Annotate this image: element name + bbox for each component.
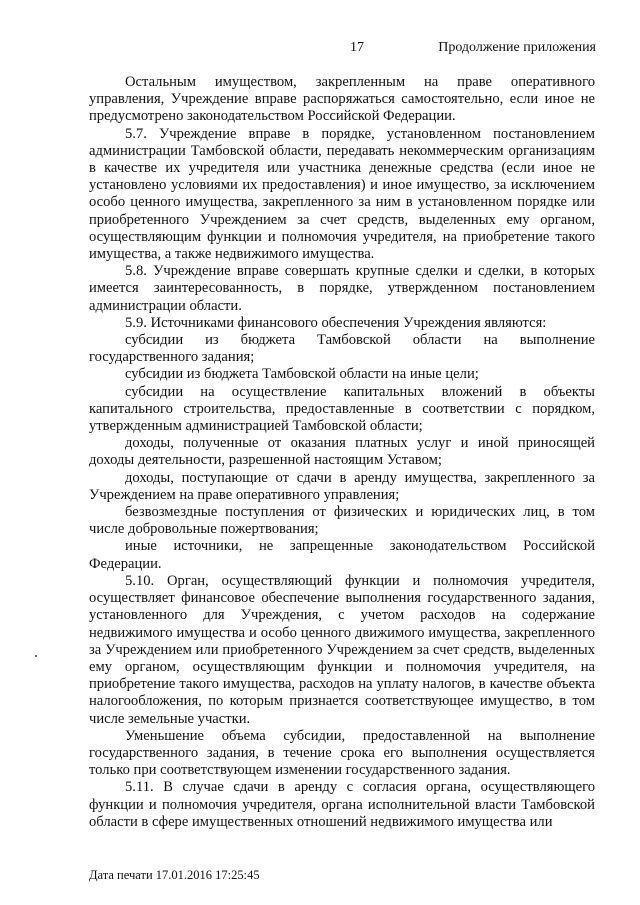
paragraph-5-7: 5.7. Учреждение вправе в порядке, установленном постановлением администрации Тамбовской области, передавать некоммерческим организациям в качестве их учредителя или участника денежные средства (если иное не установлено условиями их предоставления) и иное имущество, за исключением особо ценного имущества, закрепленного за ним в установленном порядке или приобретенного Учреждением за счет средств, выделенных ему органом, осуществляющим функции и полномочия учредителя, на приобретение такого имущества, а также недвижимого имущества. <box>89 125 595 263</box>
paragraph-property-disposal: Остальным имуществом, закрепленным на праве оперативного управления, Учреждение вправе распоряжаться самостоятельно, если иное не предусмотрено законодательством Российской Федерации. <box>89 74 595 125</box>
list-item-funding-source: безвозмездные поступления от физических и юридических лиц, в том числе добровольные пожертвования; <box>89 504 595 538</box>
paragraph-5-9: 5.9. Источниками финансового обеспечения Учреждения являются: <box>125 314 547 331</box>
paragraph-5-8: 5.8. Учреждение вправе совершать крупные сделки и сделки, в которых имеется заинтересованность, в порядке, утвержденном постановлением администрации области. <box>89 263 595 314</box>
header-title: Продолжение приложения <box>438 40 596 55</box>
list-item-funding-source: субсидии из бюджета Тамбовской области на иные цели; <box>125 366 479 383</box>
document-body <box>89 74 595 831</box>
paragraph-5-11: 5.11. В случае сдачи в аренду с согласия органа, осуществляющего функции и полномочия учредителя, органа исполнительной власти Тамбовской области в сфере имущественных отношений недвижимого имущества или <box>89 779 595 830</box>
print-date: Дата печати 17.01.2016 17:25:45 <box>89 868 260 882</box>
paragraph-5-10: 5.10. Орган, осуществляющий функции и полномочия учредителя, осуществляет финансовое обеспечение выполнения государственного задания, установленного для Учреждения, с учетом расходов на содержание недвижимого имущества и особо ценного движимого имущества, закрепленного за Учреждением или приобретенного Учреждением за счет средств, выделенных ему органом, осуществляющим функции и полномочия учредителя, на приобретение такого имущества, расходов на уплату налогов, в качестве объекта налогообложения, по которым признается соответствующее имущество, в том числе земельные участки. <box>89 572 595 727</box>
list-item-funding-source: доходы, полученные от оказания платных услуг и иной приносящей доходы деятельности, разрешенной настоящим Уставом; <box>89 435 595 469</box>
list-item-funding-source: субсидии на осуществление капитальных вложений в объекты капитального строительства, предоставленные в соответствии с порядком, утвержденным администрацией Тамбовской области; <box>89 383 595 435</box>
list-item-funding-source: иные источники, не запрещенные законодательством Российской Федерации. <box>89 538 595 572</box>
list-item-funding-source: субсидии из бюджета Тамбовской области на выполнение государственного задания; <box>89 332 595 366</box>
paragraph-subsidy-reduction: Уменьшение объема субсидии, предоставленной на выполнение государственного задания, в течение срока его выполнения осуществляется только при соответствующем изменении государственного задания. <box>89 727 595 779</box>
list-item-funding-source: доходы, поступающие от сдачи в аренду имущества, закрепленного за Учреждением на праве оперативного управления; <box>89 469 595 503</box>
scan-speck <box>35 655 37 657</box>
page-header <box>0 40 640 60</box>
page-number: 17 <box>350 40 364 55</box>
